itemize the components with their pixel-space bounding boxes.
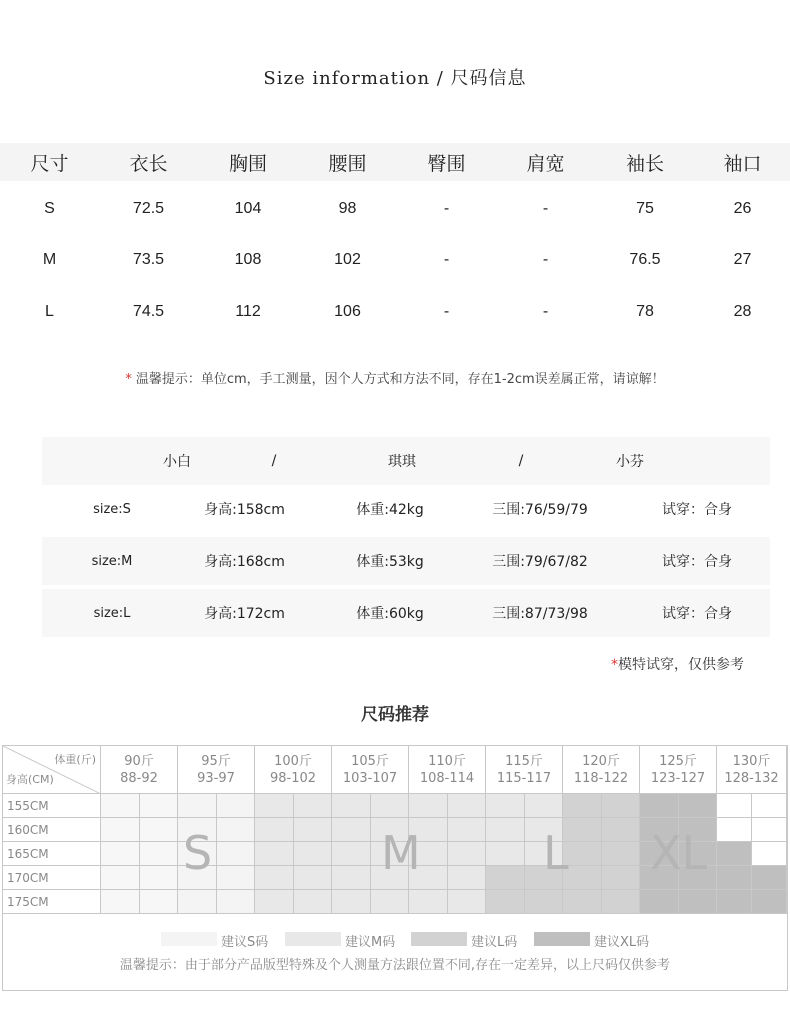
grid-cell [294, 794, 332, 818]
weight-jin: 115斤 [505, 753, 543, 769]
grid-cell [448, 794, 486, 818]
weight-jin: 100斤 [274, 753, 312, 769]
note-text: 温馨提示：单位cm，手工测量，因个人方式和方法不同，存在1-2cm误差属正常，请谅解！ [135, 372, 665, 387]
weight-range: 118-122 [573, 770, 629, 786]
table-cell: - [443, 200, 450, 217]
grid-cell [752, 866, 787, 890]
model-name-1: 小白 [163, 454, 191, 470]
grid-corner [3, 746, 101, 794]
table-cell: - [542, 200, 549, 217]
grid-cell [752, 818, 787, 842]
table-cell: 身高:158cm [204, 502, 285, 518]
weight-jin: 110斤 [428, 753, 466, 769]
note-text: 模特试穿，仅供参考 [618, 657, 744, 673]
weight-column-header [332, 746, 409, 794]
table-cell: 27 [733, 251, 752, 268]
model-row-m [42, 537, 770, 585]
grid-cell [486, 842, 525, 866]
grid-cell [217, 794, 255, 818]
grid-cell [486, 866, 525, 890]
weight-range: 98-102 [269, 770, 317, 786]
grid-cell [752, 794, 787, 818]
weight-column-header [640, 746, 717, 794]
grid-cell [332, 890, 371, 914]
legend-label-xl: 建议XL码 [594, 935, 650, 950]
weight-range: 128-132 [724, 770, 779, 786]
weight-range: 103-107 [342, 770, 398, 786]
table-cell: 试穿：合身 [662, 606, 732, 622]
table-cell: - [443, 251, 450, 268]
grid-cell [640, 794, 679, 818]
table-cell: 试穿：合身 [662, 554, 732, 570]
legend-label-s: 建议S码 [221, 935, 269, 950]
model-name-2: 琪琪 [388, 454, 416, 470]
model-separator: / [271, 453, 277, 469]
grid-cell [101, 842, 140, 866]
weight-column-header [486, 746, 563, 794]
size-zone-letter: M [381, 826, 421, 880]
grid-cell [217, 866, 255, 890]
header-waist: 腰围 [328, 152, 367, 175]
grid-cell [255, 866, 294, 890]
table-cell: 108 [234, 251, 262, 268]
model-table-header [42, 437, 770, 485]
weight-column-header [101, 746, 178, 794]
grid-cell [255, 890, 294, 914]
table-cell: - [443, 303, 450, 320]
grid-cell [717, 794, 752, 818]
header-shoulder: 肩宽 [526, 152, 565, 175]
grid-cell [679, 794, 717, 818]
size-row-l [0, 297, 790, 327]
grid-cell [409, 890, 448, 914]
grid-cell [409, 794, 448, 818]
weight-column-header [717, 746, 787, 794]
weight-column-header [563, 746, 640, 794]
table-cell: 76.5 [629, 251, 661, 268]
table-cell: 106 [334, 303, 361, 320]
grid-cell [371, 890, 409, 914]
table-cell: size:S [93, 501, 131, 517]
grid-cell [140, 866, 178, 890]
grid-cell [717, 890, 752, 914]
grid-cell [602, 842, 640, 866]
grid-cell [717, 842, 752, 866]
weight-jin: 130斤 [732, 753, 771, 769]
table-cell: 102 [334, 251, 361, 268]
weight-range: 123-127 [650, 770, 706, 786]
grid-cell [371, 794, 409, 818]
height-row-label: 155CM [3, 794, 101, 818]
size-zone-letter: L [543, 826, 569, 880]
table-cell: 75 [636, 200, 654, 217]
grid-cell [448, 818, 486, 842]
table-cell: 98 [338, 200, 357, 217]
grid-cell [101, 866, 140, 890]
grid-cell [602, 866, 640, 890]
table-cell: - [542, 303, 549, 320]
model-separator: / [518, 453, 524, 469]
size-zone-letter: S [183, 826, 213, 880]
weight-column-header [409, 746, 486, 794]
grid-cell [217, 842, 255, 866]
note-asterisk: * [611, 657, 618, 673]
grid-cell [101, 890, 140, 914]
grid-cell [101, 818, 140, 842]
corner-weight-label: 体重(斤) [54, 753, 96, 766]
legend-label-l: 建议L码 [471, 935, 518, 950]
table-cell: 三围:79/67/82 [492, 554, 588, 570]
grid-cell [332, 866, 371, 890]
table-cell: L [45, 303, 54, 320]
grid-cell [294, 818, 332, 842]
grid-cell [140, 842, 178, 866]
table-cell: 26 [733, 200, 752, 217]
header-hip: 臀围 [427, 152, 466, 175]
table-cell: 78 [636, 303, 654, 320]
table-cell: size:M [91, 553, 133, 569]
header-cuff: 袖口 [723, 152, 762, 175]
weight-range: 93-97 [197, 770, 235, 786]
recommend-title: 尺码推荐 [361, 705, 429, 725]
grid-cell [255, 818, 294, 842]
table-cell: 74.5 [132, 303, 165, 320]
table-cell: 28 [733, 303, 752, 320]
table-cell: 三围:76/59/79 [492, 502, 588, 518]
grid-cell [563, 794, 602, 818]
weight-jin: 125斤 [659, 753, 697, 769]
table-cell: - [542, 251, 549, 268]
weight-column-header [178, 746, 255, 794]
model-row-l [42, 589, 770, 637]
height-row-label: 165CM [3, 842, 101, 866]
table-cell: 112 [235, 303, 261, 320]
weight-range: 88-92 [120, 770, 158, 786]
grid-cell [294, 890, 332, 914]
table-cell: M [42, 251, 57, 268]
weight-jin: 95斤 [201, 753, 231, 769]
table-cell: 体重:42kg [356, 502, 424, 518]
grid-cell [140, 890, 178, 914]
header-sleeve: 袖长 [625, 152, 664, 175]
grid-cell [448, 842, 486, 866]
grid-cell [602, 818, 640, 842]
page-title: Size information / 尺码信息 [263, 68, 527, 89]
table-cell: 73.5 [132, 251, 165, 268]
grid-cell [217, 818, 255, 842]
model-name-3: 小芬 [616, 454, 644, 470]
grid-cell [525, 890, 563, 914]
measurement-note [0, 368, 790, 387]
size-zone-letter: XL [650, 826, 708, 880]
table-cell: 试穿：合身 [662, 502, 732, 518]
grid-cell [178, 794, 217, 818]
table-cell: S [44, 200, 55, 217]
grid-cell [602, 794, 640, 818]
weight-jin: 90斤 [124, 753, 154, 769]
grid-cell [140, 818, 178, 842]
header-chest: 胸围 [228, 152, 267, 175]
grid-note: 温馨提示：由于部分产品版型特殊及个人测量方法跟位置不同,存在一定差异，以上尺码仅供参考 [119, 958, 671, 973]
size-table-header [0, 143, 790, 181]
corner-height-label: 身高(CM) [6, 773, 54, 786]
grid-cell [563, 890, 602, 914]
legend-label-m: 建议M码 [345, 935, 396, 950]
model-row-s [42, 485, 770, 533]
height-row-label: 175CM [3, 890, 101, 914]
height-row-label: 160CM [3, 818, 101, 842]
grid-cell [294, 866, 332, 890]
table-cell: 104 [234, 200, 262, 217]
grid-cell [448, 890, 486, 914]
grid-cell [448, 866, 486, 890]
weight-jin: 120斤 [582, 753, 620, 769]
model-note [611, 654, 744, 674]
table-cell: 体重:60kg [356, 606, 424, 622]
grid-cell [332, 842, 371, 866]
grid-cell [602, 890, 640, 914]
grid-cell [717, 818, 752, 842]
header-size: 尺寸 [30, 152, 69, 175]
size-recommend-grid [2, 745, 788, 991]
grid-cell [752, 842, 787, 866]
grid-cell [486, 818, 525, 842]
legend-swatch-xl [534, 932, 590, 946]
grid-cell [217, 890, 255, 914]
table-cell: 72.5 [132, 200, 165, 217]
grid-cell [332, 818, 371, 842]
legend-swatch-l [411, 932, 467, 946]
table-cell: 身高:172cm [204, 606, 285, 622]
grid-cell [101, 794, 140, 818]
table-cell: 身高:168cm [204, 554, 285, 570]
grid-cell [486, 890, 525, 914]
weight-range: 115-117 [496, 770, 552, 786]
legend-swatch-m [285, 932, 341, 946]
legend-swatch-s [161, 932, 217, 946]
grid-cell [294, 842, 332, 866]
grid-cell [140, 794, 178, 818]
height-row-label: 170CM [3, 866, 101, 890]
grid-cell [525, 794, 563, 818]
grid-cell [255, 794, 294, 818]
size-row-m [0, 245, 790, 275]
weight-range: 108-114 [419, 770, 475, 786]
grid-cell [178, 890, 217, 914]
table-cell: size:L [93, 605, 131, 621]
table-cell: 三围:87/73/98 [492, 606, 588, 622]
grid-cell [679, 890, 717, 914]
legend [3, 929, 787, 949]
weight-column-header [255, 746, 332, 794]
grid-cell [332, 794, 371, 818]
grid-cell [255, 842, 294, 866]
size-row-s [0, 194, 790, 224]
header-length: 衣长 [129, 152, 168, 175]
weight-jin: 105斤 [351, 753, 389, 769]
grid-cell [717, 866, 752, 890]
note-asterisk: * [125, 372, 132, 387]
table-cell: 体重:53kg [356, 554, 424, 570]
grid-cell [486, 794, 525, 818]
grid-cell [752, 890, 787, 914]
grid-cell [640, 890, 679, 914]
